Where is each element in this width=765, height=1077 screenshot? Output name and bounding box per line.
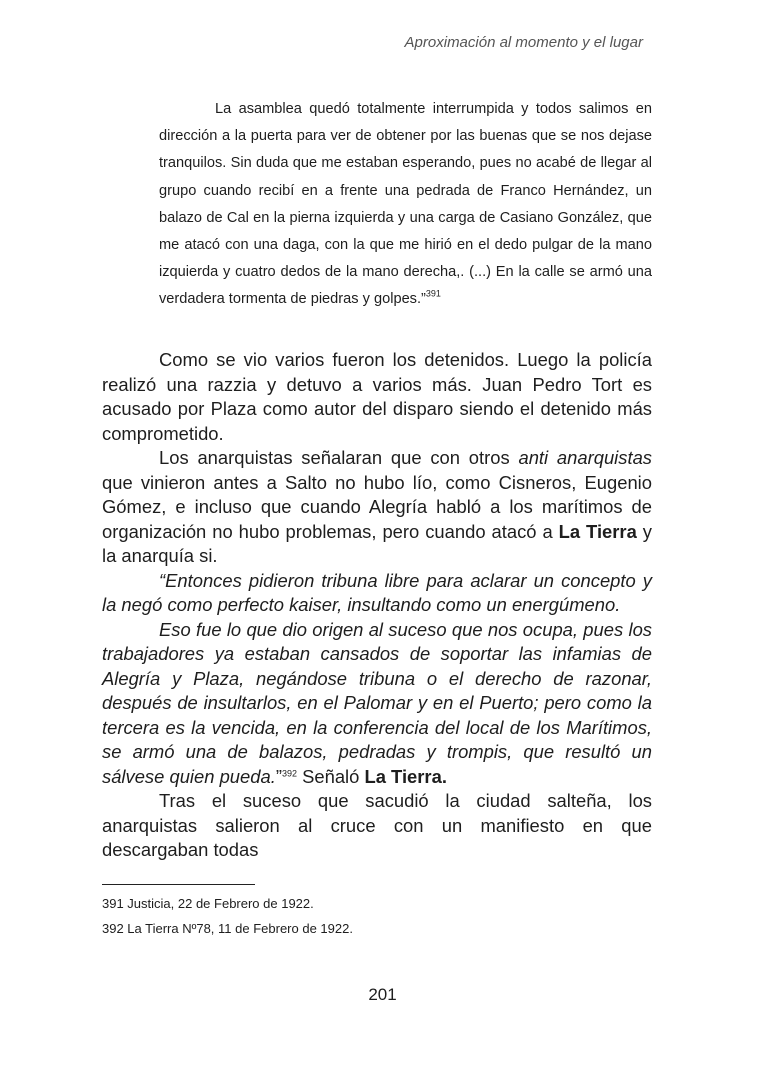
body-text <box>102 348 652 863</box>
p2-text-before: Los anarquistas señalaran que con otros <box>159 447 519 468</box>
p2-text-after: y la anarquía si. <box>102 520 652 566</box>
paragraph-2 <box>102 446 652 569</box>
paragraph-4 <box>102 618 652 790</box>
running-header: Aproximación al momento y el lugar <box>404 34 643 51</box>
footnote-ref-392: 392 <box>281 768 297 779</box>
paragraph-3 <box>102 569 652 618</box>
footnote-392: 392 La Tierra Nº78, 11 de Febrero de 1922. <box>102 921 353 936</box>
paragraph-5: Tras el suceso que sacudió la ciudad salteña, los anarquistas salieron al cruce con un manifiesto en que descargaban todas <box>102 790 652 860</box>
p2-bold: La Tierra <box>558 520 637 542</box>
p2-text-middle: que vinieron antes a Salto no hubo lío, como Cisneros, Eugenio Gómez, e incluso que cuando Alegría habló a los marítimos de organización no hubo problemas, pero cuando atacó a <box>102 471 652 542</box>
p3-italic: “Entonces pidieron tribuna libre para aclarar un concepto y la negó como perfecto kaiser, insultando como un energúmeno. <box>102 569 652 615</box>
quote-text: La asamblea quedó totalmente interrumpida y todos salimos en dirección a la puerta para ver de obtener por las buenas que se nos dejase tranquilos. Sin duda que me estaban esperando, pues no acabé de llegar al grupo cuando recibí en a frente una pedrada de Franco Hernández, un balazo de Cal en la pierna izquierda y una carga de Casiano González, que me atacó con una daga, con la que me hirió en el dedo pulgar de la mano izquierda y cuatro dedos de la mano derecha,. (...) En la calle se armó una verdadera tormenta de piedras y golpes.” <box>159 101 652 308</box>
p4-italic: Eso fue lo que dio origen al suceso que nos ocupa, pues los trabajadores ya estaban cansados de soportar las infamias de Alegría y Plaza, negándose tribuna o el derecho de razonar, después de insultarlos, en el Palomar y en el Puerto; pero como la tercera es la vencida, en la conferencia del local de los Marítimos, se armó una de balazos, pedradas y trompis, que resultó un sálvese quien pueda. <box>102 618 652 787</box>
block-quote <box>159 96 652 314</box>
p2-italic: anti anarquistas <box>518 447 652 468</box>
p4-text-after: Señaló <box>296 765 365 787</box>
footnote-391: 391 Justicia, 22 de Febrero de 1922. <box>102 896 314 911</box>
p4-close-quote: ” <box>275 765 282 787</box>
footnote-ref-391: 391 <box>425 289 441 300</box>
footnote-rule <box>102 884 255 885</box>
footnotes <box>102 891 652 941</box>
page-number: 201 <box>368 985 397 1004</box>
p4-bold: La Tierra. <box>364 765 447 787</box>
paragraph-1: Como se vio varios fueron los detenidos. Luego la policía realizó una razzia y detuvo a varios más. Juan Pedro Tort es acusado por Plaza como autor del disparo siendo el detenido más comprometido. <box>102 349 652 444</box>
